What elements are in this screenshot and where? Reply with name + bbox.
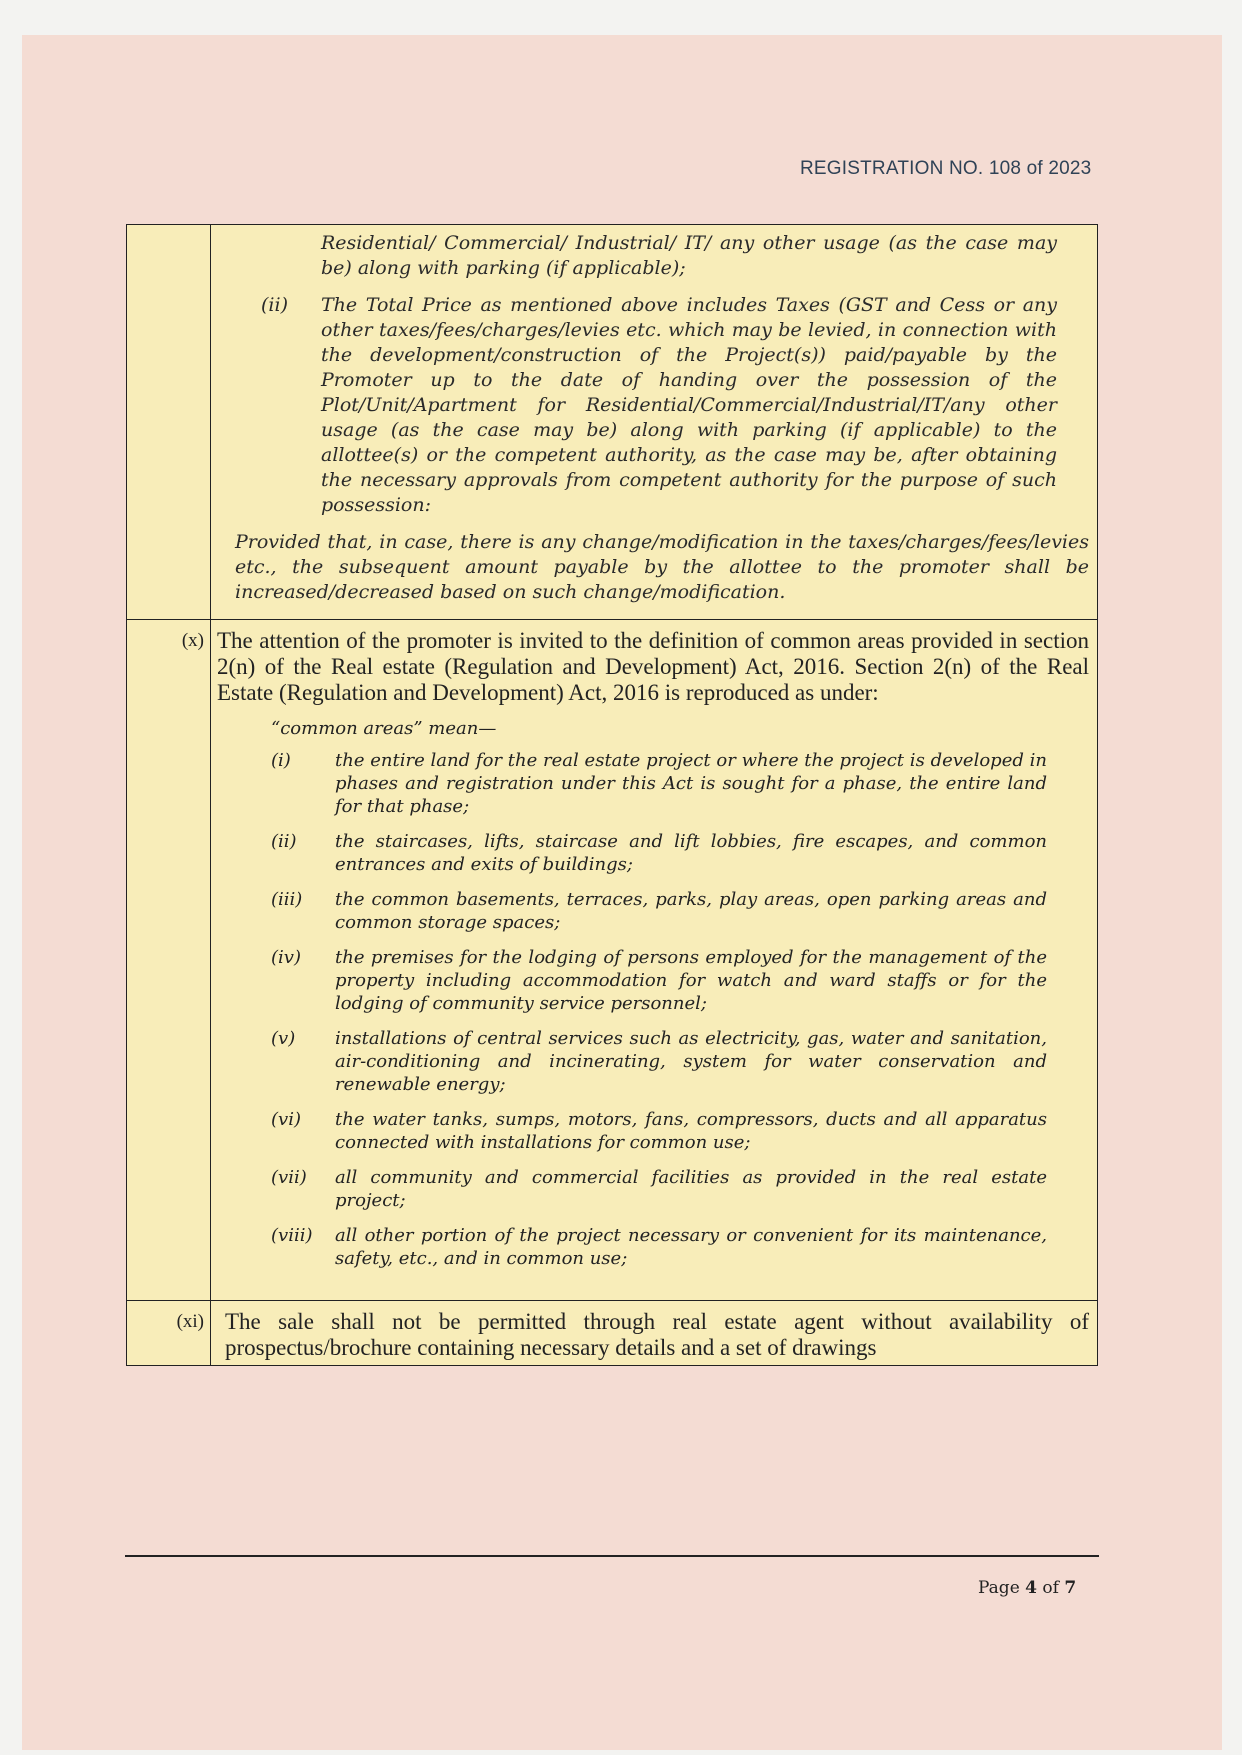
page-number <box>978 1578 1076 1598</box>
row-number-cell <box>127 225 211 619</box>
definitions-heading: “common areas” mean— <box>271 718 497 739</box>
page-total: 7 <box>1064 1578 1077 1598</box>
continuation-text: Residential/ Commercial/ Industrial/ IT/ any other usage (as the case may be) along with parking (if applicable); <box>321 232 1057 279</box>
definition-text: the water tanks, sumps, motors, fans, compressors, ducts and all apparatus connected with installations for common use; <box>335 1109 1047 1153</box>
page-prefix: Page <box>978 1578 1020 1598</box>
definition-item <box>271 888 1047 934</box>
definition-label: (iii) <box>271 889 303 910</box>
definitions-list <box>211 710 1097 1300</box>
definition-label: (viii) <box>271 1225 313 1246</box>
definition-label: (vi) <box>271 1109 301 1130</box>
definition-item <box>271 946 1047 1015</box>
page-current: 4 <box>1025 1578 1038 1598</box>
row-text: The sale shall not be permitted through real estate agent without availability of prospectus/brochure containing necessary details and a set of drawings <box>225 1309 1089 1360</box>
definition-text: the staircases, lifts, staircase and lift lobbies, fire escapes, and common entrances and exits of buildings; <box>335 831 1047 875</box>
table-row <box>127 225 1097 619</box>
definition-label: (v) <box>271 1028 296 1049</box>
table-row <box>127 619 1097 1300</box>
definition-text: all community and commercial facilities as provided in the real estate project; <box>335 1167 1047 1211</box>
row-content <box>211 620 1097 1300</box>
row-text: The attention of the promoter is invited to the definition of common areas provided in section 2(n) of the Real estate (Regulation and Development) Act, 2016. Section 2(n) of the Real Estate (Regulation and Development) Act, 2016 is reproduced as under: <box>217 628 1089 705</box>
row-number: (x) <box>127 620 211 1300</box>
definition-text: the premises for the lodging of persons employed for the management of the property including accommodation for watch and ward staffs or for the lodging of community service personnel; <box>335 947 1047 1014</box>
definition-label: (i) <box>271 750 291 771</box>
footer-divider <box>125 1555 1099 1557</box>
registration-number: REGISTRATION NO. 108 of 2023 <box>800 158 1092 179</box>
definition-item <box>271 1108 1047 1154</box>
definition-item <box>271 1027 1047 1096</box>
proviso-text: Provided that, in case, there is any change/modification in the taxes/charges/fees/levies etc., the subsequent amount payable by the allottee to the promoter shall be increased/decreased based on such change/modification. <box>235 531 1089 603</box>
sub-item-label: (ii) <box>261 294 288 316</box>
table-row <box>127 1300 1097 1365</box>
definition-item <box>271 1166 1047 1212</box>
page-of: of <box>1042 1578 1059 1598</box>
definition-item <box>271 1224 1047 1270</box>
row-number: (xi) <box>127 1301 211 1365</box>
conditions-table <box>126 224 1098 1366</box>
definition-text: installations of central services such as electricity, gas, water and sanitation, air-conditioning and incinerating, system for water conservation and renewable energy; <box>335 1028 1047 1095</box>
definition-item <box>271 749 1047 818</box>
definition-text: the common basements, terraces, parks, play areas, open parking areas and common storage spaces; <box>335 889 1047 933</box>
definition-text: all other portion of the project necessary or convenient for its maintenance, safety, etc., and in common use; <box>335 1225 1047 1269</box>
row-content <box>211 1301 1097 1365</box>
definition-label: (iv) <box>271 947 301 968</box>
sub-item <box>211 293 1097 518</box>
definition-text: the entire land for the real estate project or where the project is developed in phases and registration under this Act is sought for a phase, the entire land for that phase; <box>335 750 1047 817</box>
row-content <box>211 225 1097 619</box>
definition-label: (ii) <box>271 831 297 852</box>
sub-item-text: The Total Price as mentioned above includes Taxes (GST and Cess or any other taxes/fees/charges/levies etc. which may be levied, in connection with the development/construction of the Project(s)) paid/payable by the Promoter up to the date of handing over the possession of the Plot/Unit/Apartment for Residential/Commercial/Industrial/IT/any other usage (as the case may be) along with parking (if applicable) to the allottee(s) or the competent authority, as the case may be, after obtaining the necessary approvals from competent authority for the purpose of such possession: <box>321 294 1057 516</box>
definition-label: (vii) <box>271 1167 307 1188</box>
definition-item <box>271 830 1047 876</box>
